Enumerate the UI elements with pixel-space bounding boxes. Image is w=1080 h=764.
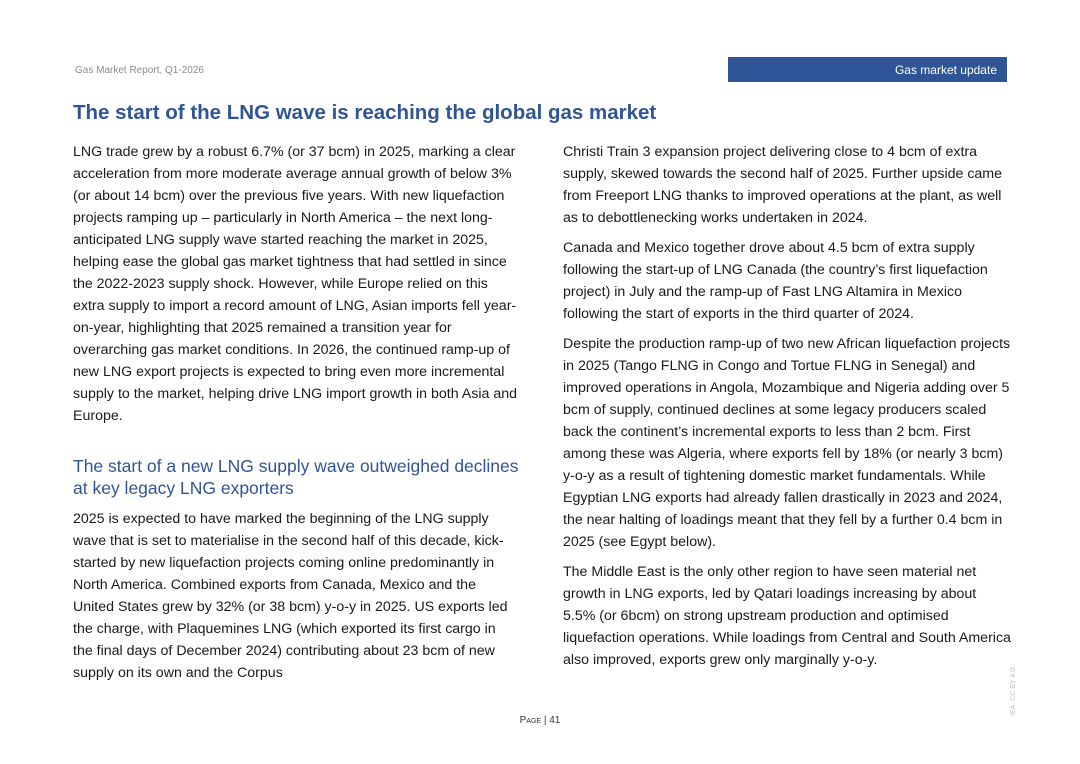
intro-paragraph: LNG trade grew by a robust 6.7% (or 37 bcm) in 2025, marking a clear acceleration from more moderate average annual growth of below 3% (or about 14 bcm) over the previous five years. With new liquefaction projects ramping up – particularly in North America – the next long-anticipated LNG supply wave started reaching the market in 2025, helping ease the global gas market tightness that had settled in since the 2022-2023 supply shock. However, while Europe relied on this extra supply to import a record amount of LNG, Asian imports fell year-on-year, highlighting that 2025 remained a transition year for overarching gas market conditions. In 2026, the continued ramp-up of new LNG export projects is expected to bring even more incremental supply to the market, helping drive LNG import growth in both Asia and Europe. bbox=[73, 144, 517, 424]
license-note: IEA. CC BY 4.0. bbox=[1010, 665, 1017, 716]
paragraph-corpus-christi: Christi Train 3 expansion project delivering close to 4 bcm of extra supply, skewed towards the second half of 2025. Further upside came from Freeport LNG thanks to improved operations at the plant, as well as to debottlenecking works undertaken in 2024. bbox=[563, 144, 1003, 226]
section-tag bbox=[728, 57, 1007, 82]
paragraph-middle-east: The Middle East is the only other region to have seen material net growth in LNG exports, led by Qatari loadings increasing by about 5.5% (or 6bcm) on strong upstream production and optimised liquefaction operations. While loadings from Central and South America also improved, exports grew only marginally y-o-y. bbox=[563, 564, 1011, 668]
report-name: Gas Market Report, Q1-2026 bbox=[75, 65, 204, 76]
right-column bbox=[563, 141, 1011, 679]
section-subheading: The start of a new LNG supply wave outweighed declines at key legacy LNG exporters bbox=[73, 456, 519, 498]
page-title: The start of the LNG wave is reaching the global gas market bbox=[73, 101, 657, 124]
paragraph-africa: Despite the production ramp-up of two new African liquefaction projects in 2025 (Tango FLNG in Congo and Tortue FLNG in Senegal) and improved operations in Angola, Mozambique and Nigeria adding over 5 bcm of supply, continued declines at some legacy producers scaled back the continent’s incremental exports to less than 2 bcm. First among these was Algeria, where exports fell by 18% (or nearly 3 bcm) y-o-y as a result of tightening domestic market fundamentals. While Egyptian LNG exports had already fallen drastically in 2023 and 2024, the near halting of loadings meant that they fell by a further 0.4 bcm in 2025 (see Egypt below). bbox=[563, 336, 1011, 550]
left-column bbox=[73, 141, 519, 684]
paragraph-canada-mexico: Canada and Mexico together drove about 4.5 bcm of extra supply following the start-up of LNG Canada (the country’s first liquefaction project) in July and the ramp-up of Fast LNG Altamira in Mexico following the start of exports in the third quarter of 2024. bbox=[563, 240, 988, 322]
section-tag-label: Gas market update bbox=[894, 62, 997, 77]
body-paragraph: 2025 is expected to have marked the beginning of the LNG supply wave that is set to materialise in the second half of this decade, kick-started by new liquefaction projects coming online predominantly in North America. Combined exports from Canada, Mexico and the United States grew by 32% (or 38 bcm) y-o-y in 2025. US exports led the charge, with Plaquemines LNG (which exported its first cargo in the final days of December 2024) contributing about 23 bcm of new supply on its own and the Corpus bbox=[73, 511, 508, 681]
page-number: Page | 41 bbox=[519, 715, 561, 726]
